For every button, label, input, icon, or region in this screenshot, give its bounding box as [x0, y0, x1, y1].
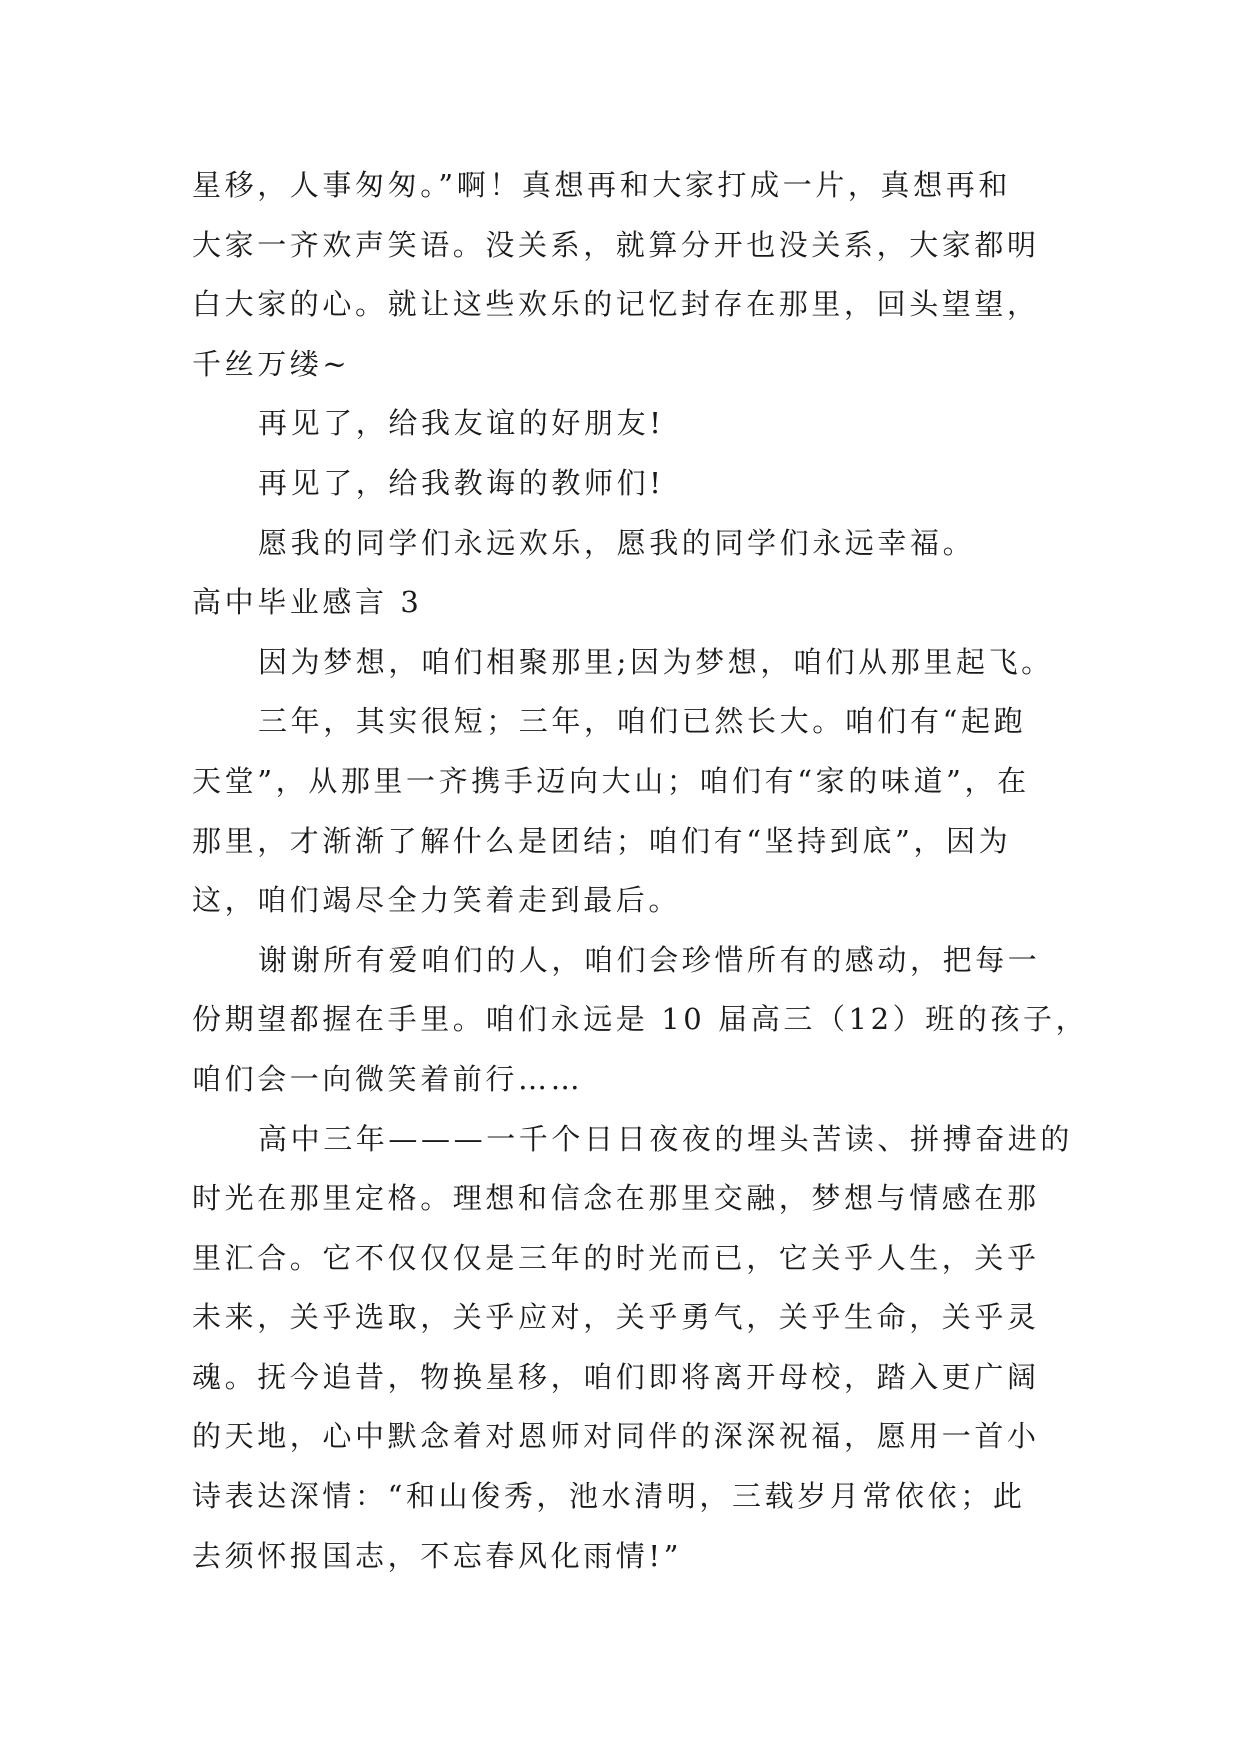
paragraph-first-line: 谢谢所有爱咱们的人，咱们会珍惜所有的感动，把每一: [258, 942, 1041, 977]
text-line: 那里，才渐渐了解什么是团结；咱们有“坚持到底”，因为: [192, 823, 1012, 858]
text-line: 时光在那里定格。理想和信念在那里交融，梦想与情感在那: [192, 1181, 1040, 1216]
text-line: 星移，人事匆匆。”啊！真想再和大家打成一片，真想再和: [192, 168, 1011, 202]
text-line: 去须怀报国志，不忘春风化雨情!”: [192, 1538, 683, 1573]
text-line: 大家一齐欢声笑语。没关系，就算分开也没关系，大家都明: [192, 227, 1040, 262]
paragraph-first-line: 再见了，给我教诲的教师们!: [258, 465, 665, 500]
text-line: 诗表达深情：“和山俊秀，池水清明，三载岁月常依依；此: [192, 1479, 1026, 1514]
paragraph-first-line: 愿我的同学们永远欢乐，愿我的同学们永远幸福。: [258, 525, 976, 560]
text-line: 里汇合。它不仅仅仅是三年的时光而已，它关乎人生，关乎: [192, 1240, 1040, 1275]
text-line: 未来，关乎选取，关乎应对，关乎勇气，关乎生命，关乎灵: [192, 1300, 1040, 1335]
paragraph-first-line: 高中三年———一千个日日夜夜的埋头苦读、拼搏奋进的: [258, 1121, 1074, 1156]
text-line: 这，咱们竭尽全力笑着走到最后。: [192, 883, 682, 918]
text-line: 千丝万缕~: [192, 346, 351, 381]
text-line: 份期望都握在手里。咱们永远是 10 届高三（12）班的孩子，: [192, 1002, 1089, 1037]
document-body: [192, 156, 1089, 1586]
text-line: 魂。抚今追昔，物换星移，咱们即将离开母校，踏入更广阔: [192, 1359, 1040, 1394]
text-line: 白大家的心。就让这些欢乐的记忆封存在那里，回头望望，: [192, 287, 1040, 322]
text-line: 天堂”，从那里一齐携手迈向大山；咱们有“家的味道”，在: [192, 763, 1030, 798]
section-heading: 高中毕业感言 3: [192, 585, 423, 620]
text-line: 咱们会一向微笑着前行……: [192, 1061, 584, 1096]
paragraph-first-line: 因为梦想，咱们相聚那里;因为梦想，咱们从那里起飞。: [258, 644, 1054, 679]
paragraph-first-line: 三年，其实很短；三年，咱们已然长大。咱们有“起跑: [258, 704, 1027, 739]
paragraph-first-line: 再见了，给我友谊的好朋友!: [258, 406, 665, 441]
text-line: 的天地，心中默念着对恩师对同伴的深深祝福，愿用一首小: [192, 1419, 1040, 1454]
